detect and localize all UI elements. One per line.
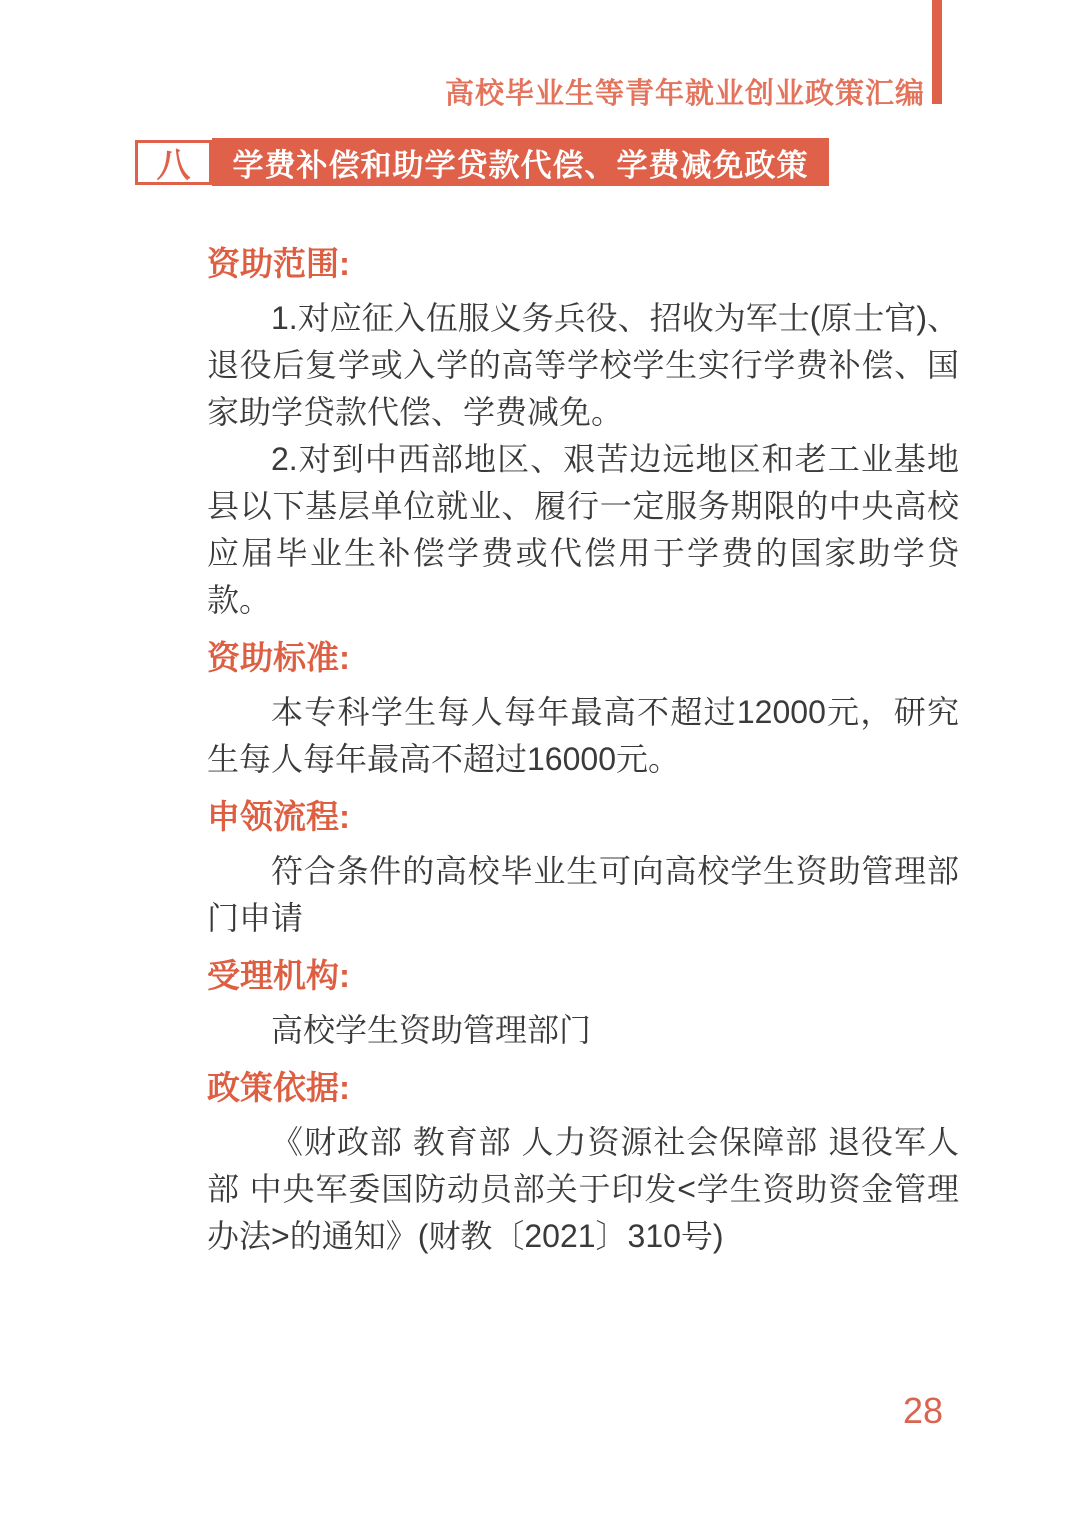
policy-content <box>207 240 959 1260</box>
header-accent-bar <box>932 0 942 104</box>
running-header-title: 高校毕业生等青年就业创业政策汇编 <box>444 78 925 110</box>
heading-application-process: 申领流程: <box>207 798 350 835</box>
paragraph-accepting-agency: 高校学生资助管理部门 <box>271 1012 592 1048</box>
heading-funding-scope: 资助范围: <box>207 245 350 282</box>
page-number: 28 <box>903 1390 944 1431</box>
paragraph-application-process: 符合条件的高校毕业生可向高校学生资助管理部门申请 <box>207 853 959 936</box>
paragraph-funding-scope-2: 2.对到中西部地区、艰苦边远地区和老工业基地县以下基层单位就业、履行一定服务期限的中央高校应届毕业生补偿学费或代偿用于学费的国家助学贷款。 <box>207 441 959 618</box>
paragraph-funding-standard: 本专科学生每人每年最高不超过12000元，研究生每人每年最高不超过16000元。 <box>207 694 959 777</box>
section-title: 学费补偿和助学贷款代偿、学费减免政策 <box>232 147 809 183</box>
heading-accepting-agency: 受理机构: <box>207 957 350 994</box>
heading-policy-basis: 政策依据: <box>207 1069 350 1106</box>
paragraph-funding-scope-1: 1.对应征入伍服义务兵役、招收为军士(原士官)、退役后复学或入学的高等学校学生实行学费补偿、国家助学贷款代偿、学费减免。 <box>207 300 960 430</box>
section-number: 八 <box>156 147 191 185</box>
paragraph-policy-basis: 《财政部 教育部 人力资源社会保障部 退役军人部 中央军委国防动员部关于印发<学生资助资金管理办法>的通知》(财教〔2021〕310号) <box>207 1124 959 1254</box>
section-title-banner <box>212 138 829 186</box>
section-number-box <box>135 140 212 185</box>
heading-funding-standard: 资助标准: <box>207 639 350 676</box>
